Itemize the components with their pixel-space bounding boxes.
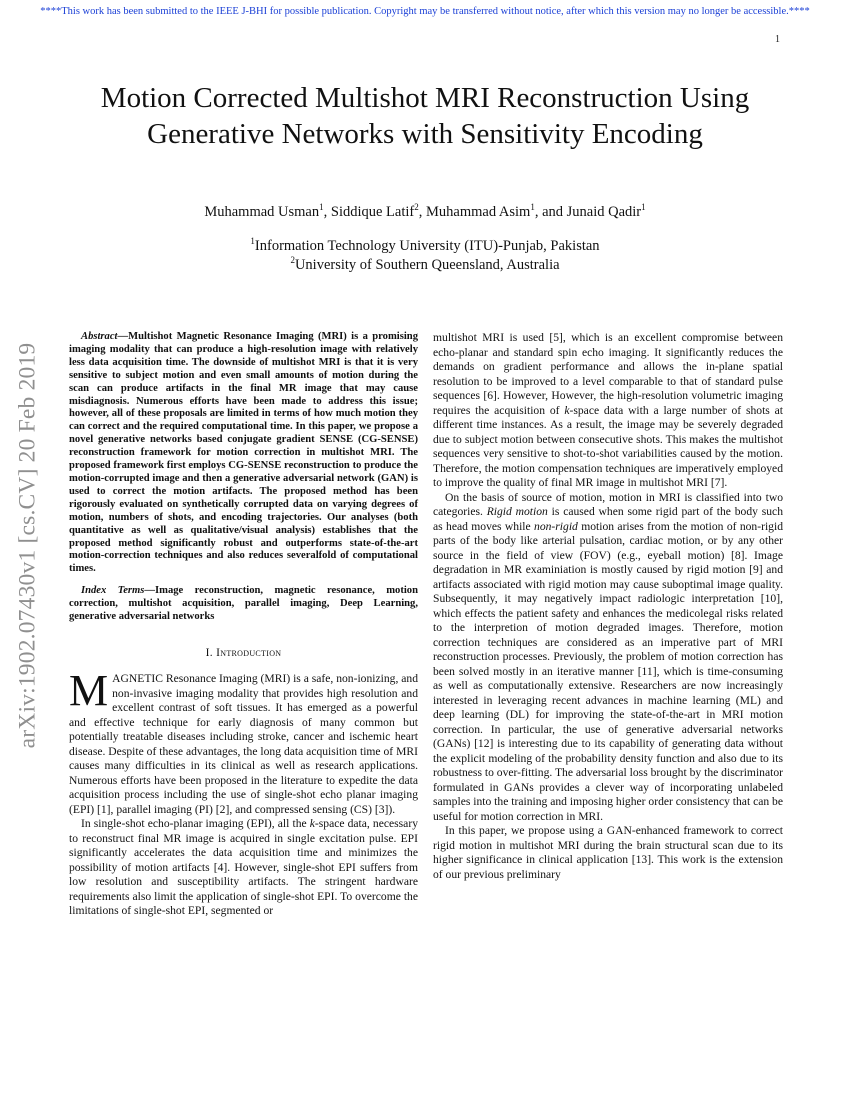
affiliation: $^1$Information Technology University (ITU)-Punjab, Pakistan	[250, 236, 600, 254]
submission-notice: ****This work has been submitted to the IEEE J-BHI for possible publication. Copyright may be transferred without notice, after which this version may no longer be accessible.****	[40, 6, 810, 17]
body-paragraph: On the basis of source of motion, motion in MRI is classified into two categories. Rigid motion is caused when some rigid part of the body such as head moves while non-rigid motion arises from the motion of non-rigid parts of the body like arterial pulsation, cardiac motion, or by any other source in the field of view (FOV) (e.g., eyeball motion) [8]. Image degradation in MR examiniation is mostly caused by rigid motion [9] and artifacts associated with rigid motion may cause suboptimal image quality. Subsequently, it may negatively impact radiologic interpretation [10], which effects the patient safety and enhances the medicolegal risks related to the interpretion of motion degraded images. Therefore, motion correction techniques are considered as an imperative part of MRI reconstruction processes. Previously, the problem of motion correction has been solved mostly in an iterative manner [11], which is time-consuming as well as computationally extensive. Researchers are now increasingly interested in leveraging recent advances in machine learning (ML) and deep learning (DL) for improving the state-of-the-art in MRI motion correction. In particular, the use of generative adversarial networks (GANs) [12] is interesting due to its capability of generating data without the explicit modeling of the probability density function and also due to its robustness to over-fitting. The adversarial loss brought by the discriminator formulated in GANs provides a clever way of incorporating unlabeled samples into the training and imposing higher order consistency that can be useful for motion correction in MRI.	[433, 490, 783, 823]
drop-cap: M	[69, 666, 109, 716]
intro-paragraph: In single-shot echo-planar imaging (EPI), all the k-space data, necessary to reconstruct final MR image is acquired in single excitation pulse. EPI significantly accelerates the data acquisition time and minimizes the possibility of motion artifacts [4]. However, single-shot EPI suffers from low resolution and susceptibility artifacts. The stringent hardware requirements also limit the application of single-shot EPI. To overcome the limitations of single-shot EPI, segmented or	[69, 817, 418, 918]
right-column	[433, 331, 783, 882]
abstract: Abstract—Multishot Magnetic Resonance Imaging (MRI) is a promising imaging modality that can produce a high-resolution image with relatively less data acquisition time. The downside of multishot MRI is that it is very sensitive to subject motion and even small amounts of motion during the scan can produce artifacts in the final MR image that may cause misdiagnosis. Numerous efforts have been made to address this issue; however, all of these proposals are limited in terms of how much motion they can correct and the required computational time. In this paper, we propose a novel generative networks based conjugate gradient SENSE (CG-SENSE) reconstruction framework for motion correction in multishot MRI. The proposed framework first employs CG-SENSE reconstruction to produce the motion-corrupted image and then a generative adversarial network (GAN) is used to correct the motion artifacts. The proposed method has been rigorously evaluated on synthetically corrupted data on varying degrees of motion, numbers of shots, and encoding trajectories. Our analyses (both quantitative as well as qualitative/visual analysis) establishes that the proposed method significantly robust and outperforms state-of-the-art motion-correction techniques and also reduces severalfold of computational times.	[69, 331, 418, 575]
paper-title: Motion Corrected Multishot MRI Reconstruction Using Generative Networks with Sensitivity Encoding	[100, 82, 750, 150]
author: Siddique Latif	[330, 204, 415, 220]
section-heading: I. Introduction	[205, 646, 282, 659]
index-terms: Index Terms—Image reconstruction, magnetic resonance, motion correction, multishot acquisition, parallel imaging, Deep Learning, generative adversarial networks	[69, 585, 418, 623]
body-paragraph: In this paper, we propose using a GAN-enhanced framework to correct rigid motion in multishot MRI during the brain structural scan due to its higher significance in clinical application [13]. This work is the extension of our previous preliminary	[433, 824, 783, 881]
author: Muhammad Asim	[426, 204, 531, 220]
author-list: Muhammad Usman$^1$, Siddique Latif$^2$, Muhammad Asim$^1$, and Junaid Qadir$^1$	[204, 202, 646, 220]
intro-paragraph: MAGNETIC Resonance Imaging (MRI) is a safe, non-ionizing, and non-invasive imaging modality that provides high resolution and excellent contrast of soft tissues. It has emerged as a powerful and effective technique for early diagnosis of many common but potentially treatable diseases including stroke, cancer and ischemic heart disease. Despite of these advantages, the long data acquisition time of MRI causes many difficulties in its clinical as well as research applications. Numerous efforts have been proposed in the literature to expedite the data acquisition process including the use of single-shot echo planar imaging (EPI) [1], parallel imaging (PI) [2], and compressed sensing (CS) [3]).	[69, 666, 418, 816]
notice-text: This work has been submitted to the IEEE J-BHI for possible publication. Copyright may be transferred without notice, after which this version may no longer be accessible.	[61, 6, 789, 17]
left-column	[69, 331, 418, 919]
affiliation: $^2$University of Southern Queensland, Australia	[290, 255, 560, 273]
arxiv-identifier: arXiv:1902.07430v1 [cs.CV] 20 Feb 2019	[14, 342, 41, 748]
page-number: 1	[775, 34, 780, 45]
arxiv-sidebar	[4, 295, 52, 795]
author: Muhammad Usman	[204, 204, 320, 220]
body-paragraph: multishot MRI is used [5], which is an excellent compromise between echo-planar and standard spin echo imaging. It significantly reduces the demands on gradient performance and allows the in-plane spatial resolution to be improved to a level comparable to that of standard pulse sequences [6]. However, However, the high-resolution volumetric imaging requires the acquisition of k-space data with a large number of shots at different time instances. As a result, the image may be severely degraded due to subject motion between consecutive shots. This makes the multishot sequences very sensitive to shot-to-shot variabilities caused by the motion. Therefore, the motion compensation techniques are imperatively employed to improve the quality of final MR image in multishot MRI [7].	[433, 331, 783, 489]
author: Junaid Qadir	[566, 204, 642, 220]
